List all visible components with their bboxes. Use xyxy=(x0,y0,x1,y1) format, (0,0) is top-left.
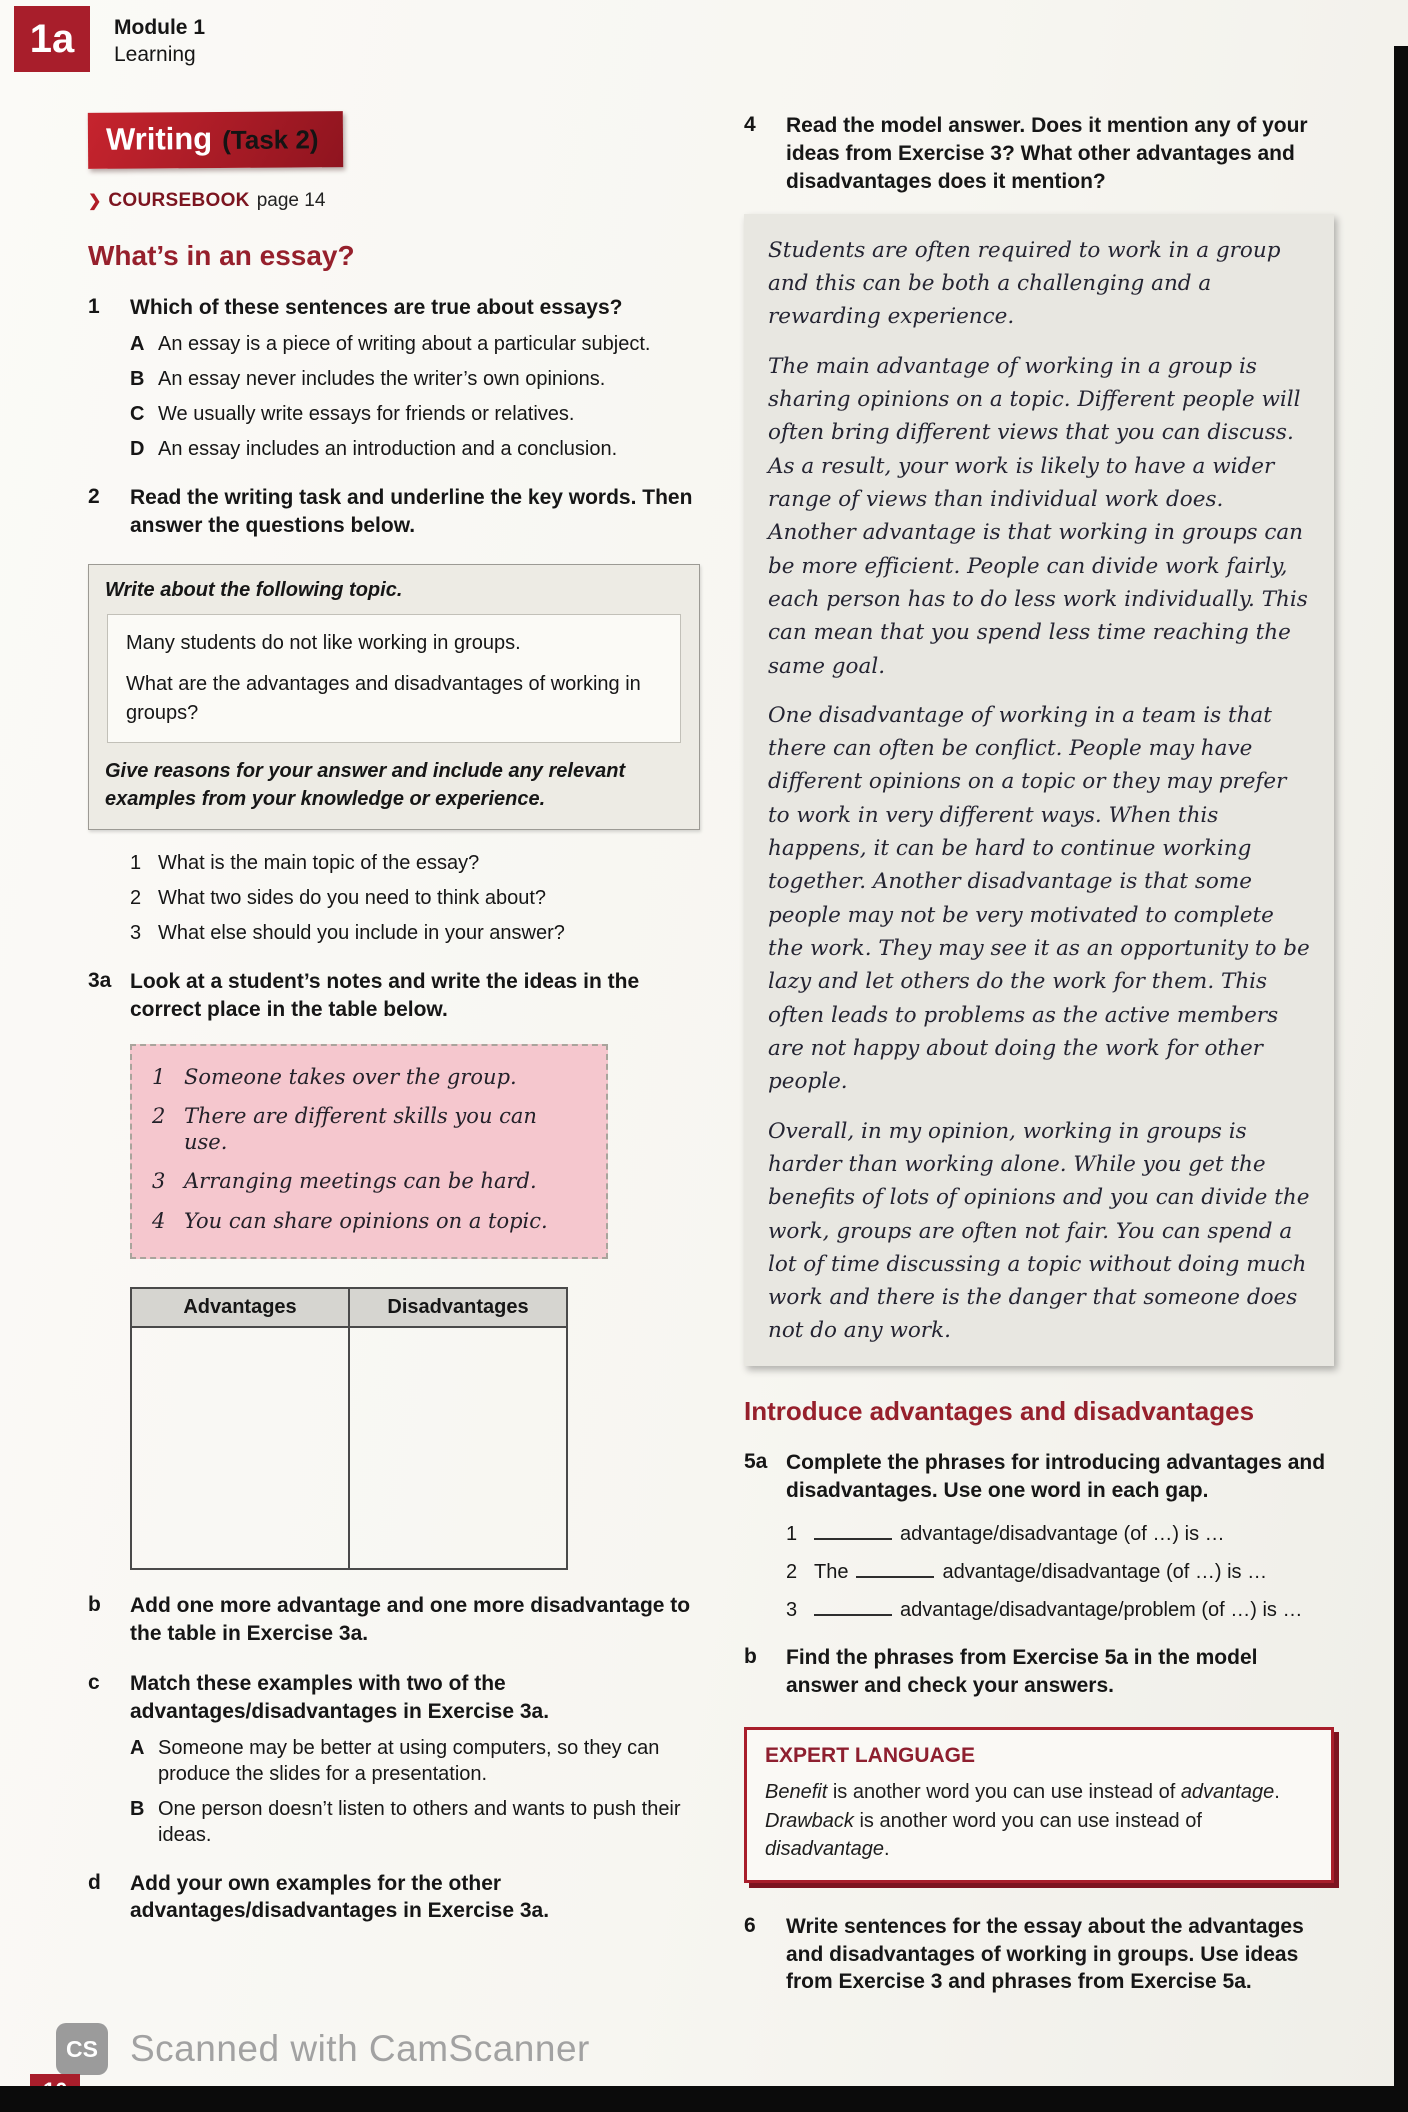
expert-text-segment: . xyxy=(883,1838,890,1861)
coursebook-reference xyxy=(88,190,700,212)
option-text: Someone may be better at using computers, so they can produce the slides for a presentation. xyxy=(158,1736,660,1785)
advantages-table xyxy=(130,1287,568,1570)
table-header-advantages: Advantages xyxy=(131,1288,349,1327)
section-banner xyxy=(88,111,343,169)
question-item xyxy=(130,885,700,911)
expert-text-segment: instead of xyxy=(1109,1809,1202,1832)
exercise-prompt: Match these examples with two of the advantages/disadvantages in Exercise 3a. xyxy=(130,1671,550,1723)
gap-post-text: advantage/disadvantage/problem (of …) is … xyxy=(900,1598,1303,1621)
watermark-text: Scanned with CamScanner xyxy=(130,2028,590,2069)
writing-task-box xyxy=(88,564,700,830)
exercise-5a xyxy=(744,1449,1334,1505)
exercise-body xyxy=(130,294,700,462)
exercise-prompt: Find the phrases from Exercise 5a in the model answer and check your answers. xyxy=(786,1645,1258,1697)
model-answer-paragraph: The main advantage of working in a group is sharing opinions on a topic. Different people will often bring different views that you can discuss. As a result, your work is likely to have a wider range of views than individual work does. Another advantage is that working in groups can be more efficient. People can divide work fairly, each person has to do less work individually. This can mean that you spend less time reaching the same goal. xyxy=(768,353,1308,679)
option-text: An essay includes an introduction and a conclusion. xyxy=(158,437,618,460)
gap-fill-item xyxy=(786,1519,1334,1546)
expert-text-segment: is another word you can use xyxy=(853,1809,1110,1832)
left-column xyxy=(88,112,700,1996)
exercise-number: 1 xyxy=(88,295,100,318)
expert-term: disadvantage xyxy=(765,1838,884,1861)
question-number: 3 xyxy=(130,921,142,944)
model-answer-paragraph: Students are often required to work in a group and this can be both a challenging and a rewarding experience. xyxy=(768,237,1281,330)
coursebook-page: page 14 xyxy=(256,190,326,211)
exercise-body xyxy=(130,1870,700,1926)
note-text: Arranging meetings can be hard. xyxy=(184,1169,537,1194)
note-number: 2 xyxy=(152,1103,166,1128)
module-title: Module 1 xyxy=(114,16,206,39)
question-text: What two sides do you need to think about? xyxy=(158,886,547,909)
exercise-body xyxy=(786,112,1334,196)
exercise-prompt: Read the writing task and underline the key words. Then answer the questions below. xyxy=(130,485,693,537)
exercise-number: 6 xyxy=(744,1913,756,1937)
exercise-letter: d xyxy=(88,1870,101,1894)
question-item xyxy=(130,850,700,876)
gap-item-number: 2 xyxy=(786,1560,798,1583)
expert-text-segment: is another word you can use instead of xyxy=(827,1781,1181,1804)
exercise-body xyxy=(130,1670,700,1848)
option-text: One person doesn’t listen to others and wants to push their ideas. xyxy=(158,1797,681,1846)
exercise-letter: c xyxy=(88,1670,100,1694)
option-text: An essay is a piece of writing about a particular subject. xyxy=(158,332,651,355)
intro-section-heading: Introduce advantages and disadvantages xyxy=(744,1395,1255,1426)
option-letter: B xyxy=(130,367,145,390)
exercise-body xyxy=(130,1592,700,1648)
option-b xyxy=(130,366,700,392)
exercise-body xyxy=(786,1913,1334,1997)
gap-item-number: 3 xyxy=(786,1598,798,1621)
task-instruction: Write about the following topic. xyxy=(105,578,403,601)
expert-term: advantage xyxy=(1180,1781,1275,1804)
section-subtitle: (Task 2) xyxy=(222,124,319,155)
module-subtitle: Learning xyxy=(114,43,196,67)
gap-fill-item xyxy=(786,1557,1334,1584)
task-footer: Give reasons for your answer and include any relevant examples from your knowledge or experience. xyxy=(105,759,626,810)
scan-edge-bottom xyxy=(0,2086,1408,2112)
exercise-3c xyxy=(88,1670,700,1848)
exercise-2-questions xyxy=(130,850,700,946)
exercise-prompt: Add your own examples for the other advantages/disadvantages in Exercise 3a. xyxy=(130,1871,550,1923)
gap-pre-text: The xyxy=(814,1560,849,1583)
table-header-disadvantages: Disadvantages xyxy=(349,1288,567,1327)
option-letter: B xyxy=(130,1797,145,1820)
option-letter: D xyxy=(130,437,145,460)
option-text: An essay never includes the writer’s own opinions. xyxy=(158,367,606,390)
option-letter: C xyxy=(130,402,145,425)
example-b xyxy=(130,1796,700,1848)
table-row xyxy=(131,1327,567,1569)
expert-language-text xyxy=(765,1778,1313,1863)
student-notes-box xyxy=(130,1044,608,1259)
expert-language-title: EXPERT LANGUAGE xyxy=(765,1744,976,1768)
option-d xyxy=(130,436,700,462)
disadvantages-cell xyxy=(349,1327,567,1569)
note-item xyxy=(152,1168,586,1194)
exercise-prompt: Add one more advantage and one more disadvantage to the table in Exercise 3a. xyxy=(130,1593,691,1645)
exercise-5b xyxy=(744,1644,1334,1700)
exercise-number: 4 xyxy=(744,113,756,136)
module-info xyxy=(114,14,205,69)
note-item xyxy=(152,1064,586,1090)
exercise-body xyxy=(130,484,700,540)
gap-post-text: advantage/disadvantage (of …) is … xyxy=(942,1560,1268,1583)
exercise-number: 2 xyxy=(88,484,100,508)
exercise-body xyxy=(130,968,700,1024)
scan-edge-right xyxy=(1394,46,1408,2112)
exercise-4 xyxy=(744,112,1334,196)
gap-item-number: 1 xyxy=(786,1522,798,1545)
question-number: 2 xyxy=(130,886,142,909)
task-topic-line: What are the advantages and disadvantages of working in groups? xyxy=(126,672,641,724)
note-text: Someone takes over the group. xyxy=(184,1064,517,1089)
model-answer-paragraph: Overall, in my opinion, working in groups is harder than working alone. While you get the benefits of lots of opinions and you can divide the work, groups are often not fair. You can spend a lot of time discussing a topic without doing much work and there is the danger that someone does not do any work. xyxy=(768,1118,1310,1344)
task-topic-line: Many students do not like working in groups. xyxy=(126,631,521,654)
gap-fill-list xyxy=(786,1519,1334,1622)
exercise-prompt: Write sentences for the essay about the advantages and disadvantages of working in groups. Use ideas from Exercise 3 and phrases from Exercise 5a. xyxy=(786,1914,1304,1994)
answer-blank xyxy=(856,1557,934,1578)
exercise-6 xyxy=(744,1913,1334,1997)
chevron-right-icon: ❯ xyxy=(88,193,102,210)
exercise-letter: b xyxy=(88,1592,101,1616)
exercise-1 xyxy=(88,294,700,462)
exercise-body xyxy=(786,1449,1334,1505)
question-text: What is the main topic of the essay? xyxy=(158,851,480,874)
option-a xyxy=(130,331,700,357)
expert-text-segment: . xyxy=(1274,1781,1280,1804)
essay-section-heading: What’s in an essay? xyxy=(88,240,355,271)
question-number: 1 xyxy=(130,851,142,874)
answer-blank xyxy=(814,1595,892,1616)
exercise-number: 3a xyxy=(88,968,112,992)
task-topic-box xyxy=(107,614,681,743)
exercise-prompt: Read the model answer. Does it mention any of your ideas from Exercise 3? What other advantages and disadvantages does it mention? xyxy=(786,114,1308,193)
exercise-prompt: Look at a student’s notes and write the ideas in the correct place in the table below. xyxy=(130,969,640,1021)
question-text: What else should you include in your answer? xyxy=(158,921,565,944)
section-title: Writing xyxy=(105,121,213,157)
exercise-prompt: Which of these sentences are true about essays? xyxy=(130,296,623,319)
model-answer-paragraph: One disadvantage of working in a team is that there can often be conflict. People may have different opinions on a topic or they may prefer to work in very different ways. When this happens, it can be hard to continue working together. Another disadvantage is that some people may not be very motivated to complete the work. They may see it as an opportunity to be lazy and let others do the work for them. This often leads to problems as the active members are not happy about doing the work for other people. xyxy=(768,702,1310,1095)
note-item xyxy=(152,1208,586,1234)
exercise-prompt: Complete the phrases for introducing advantages and disadvantages. Use one word in each gap. xyxy=(786,1450,1326,1502)
note-text: There are different skills you can use. xyxy=(184,1103,537,1155)
exercise-letter: b xyxy=(744,1644,757,1668)
exercise-3d xyxy=(88,1870,700,1926)
model-answer-box xyxy=(744,214,1334,1366)
gap-fill-item xyxy=(786,1595,1334,1622)
right-column xyxy=(744,112,1334,1996)
expert-term: Benefit xyxy=(765,1781,828,1804)
note-number: 1 xyxy=(152,1064,166,1089)
coursebook-label: COURSEBOOK xyxy=(108,190,250,211)
exercise-3b xyxy=(88,1592,700,1648)
note-number: 4 xyxy=(152,1208,166,1233)
page-columns xyxy=(88,112,1334,1996)
option-c xyxy=(130,401,700,427)
answer-blank xyxy=(814,1519,892,1540)
exercise-3a xyxy=(88,968,700,1024)
example-a xyxy=(130,1735,700,1787)
note-number: 3 xyxy=(152,1169,166,1194)
module-badge: 1a xyxy=(14,6,90,72)
exercise-body xyxy=(786,1644,1334,1700)
gap-post-text: advantage/disadvantage (of …) is … xyxy=(900,1522,1225,1545)
question-item xyxy=(130,920,700,946)
camscanner-logo-icon: CS xyxy=(56,2023,108,2075)
advantages-cell xyxy=(131,1327,349,1569)
option-letter: A xyxy=(130,1736,145,1759)
expert-term: Drawback xyxy=(765,1809,854,1832)
option-letter: A xyxy=(130,332,145,355)
option-text: We usually write essays for friends or relatives. xyxy=(158,402,575,425)
note-text: You can share opinions on a topic. xyxy=(184,1208,548,1233)
exercise-number: 5a xyxy=(744,1449,768,1473)
note-item xyxy=(152,1103,586,1156)
exercise-2 xyxy=(88,484,700,540)
expert-language-box xyxy=(744,1727,1334,1882)
camscanner-watermark xyxy=(0,2012,900,2086)
